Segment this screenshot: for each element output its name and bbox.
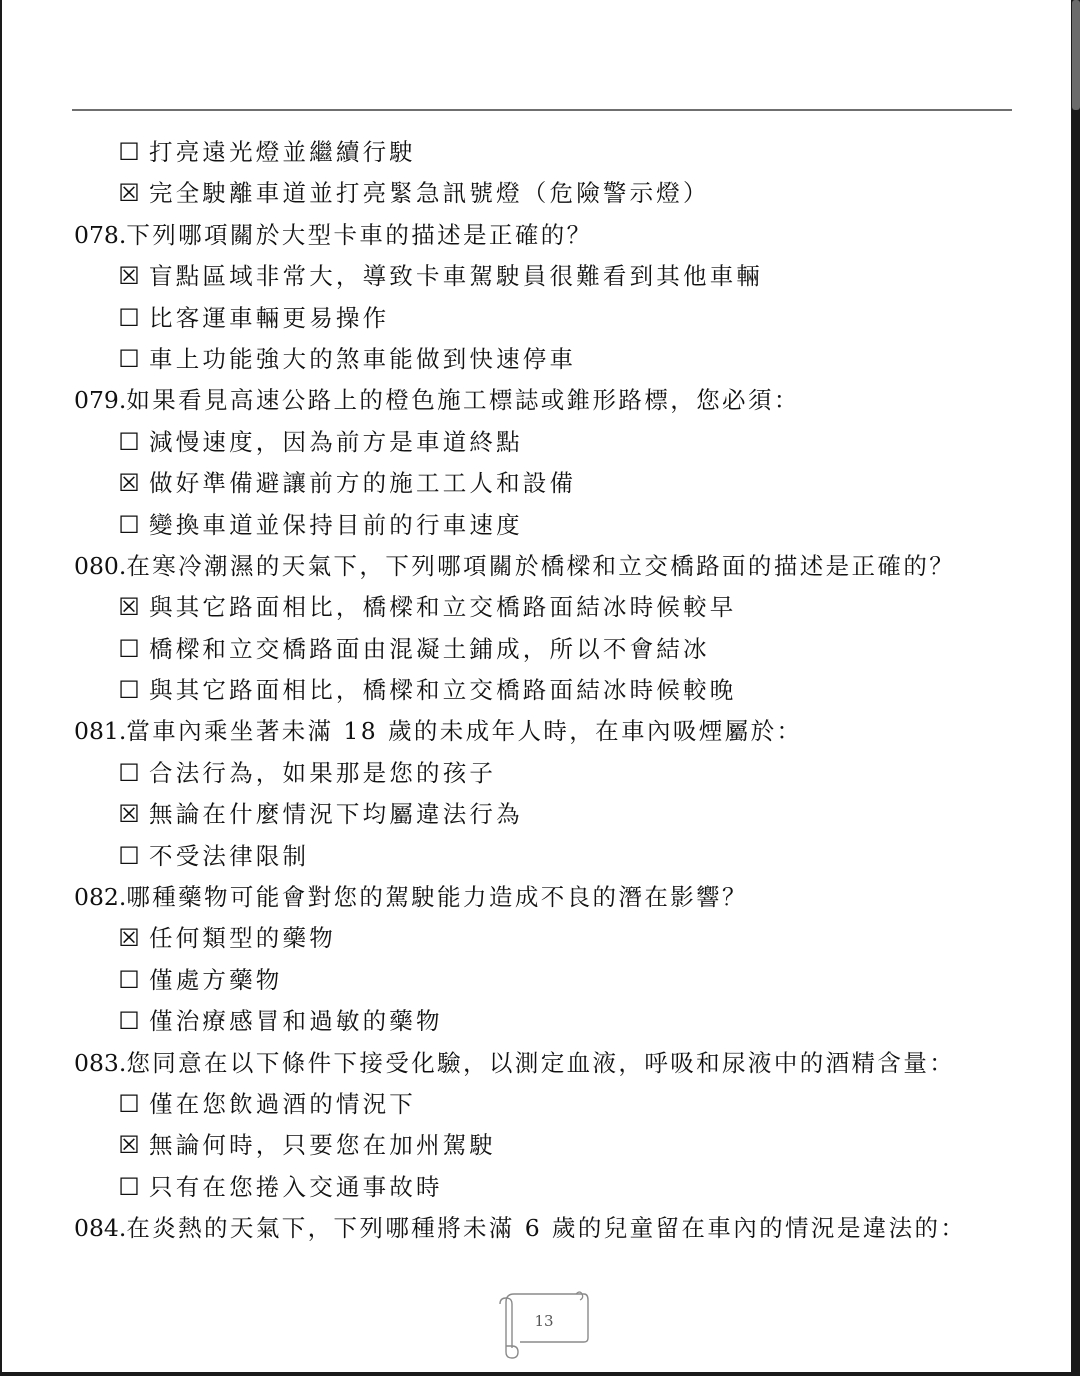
- unchecked-box-icon: ☐: [118, 427, 140, 456]
- answer-option: [2, 298, 1071, 339]
- answer-option: [2, 960, 1071, 1001]
- unchecked-box-icon: ☐: [118, 634, 140, 663]
- checked-box-icon: ☒: [118, 469, 140, 498]
- scrollbar-thumb[interactable]: [1072, 0, 1080, 110]
- answer-option: [2, 587, 1071, 628]
- option-text: 僅處方藥物: [149, 965, 283, 994]
- option-text: 僅治療感冒和過敏的藥物: [149, 1007, 443, 1036]
- option-text: 比客運車輛更易操作: [149, 303, 390, 332]
- unchecked-box-icon: ☐: [118, 344, 140, 373]
- option-text: 合法行為，如果那是您的孩子: [149, 758, 497, 787]
- page-number-scroll-ornament: [496, 1290, 592, 1362]
- question-number: 083.: [74, 1048, 127, 1077]
- option-text: 完全駛離車道並打亮緊急訊號燈（危險警示燈）: [149, 179, 710, 208]
- checked-box-icon: ☒: [118, 262, 140, 291]
- unchecked-box-icon: ☐: [118, 1007, 140, 1036]
- answer-option: [2, 256, 1071, 297]
- answer-option: [2, 670, 1071, 711]
- unchecked-box-icon: ☐: [118, 841, 140, 870]
- checked-box-icon: ☒: [118, 800, 140, 829]
- answer-option: [2, 1001, 1071, 1042]
- answer-option: [2, 1084, 1071, 1125]
- question-text: 哪種藥物可能會對您的駕駛能力造成不良的潛在影響？: [126, 883, 748, 912]
- option-text: 打亮遠光燈並繼續行駛: [149, 138, 416, 166]
- question-line: [2, 1208, 1071, 1249]
- unchecked-box-icon: ☐: [118, 1089, 140, 1118]
- option-text: 車上功能強大的煞車能做到快速停車: [149, 344, 577, 373]
- option-text: 變換車道並保持目前的行車速度: [149, 510, 523, 539]
- option-text: 與其它路面相比，橋樑和立交橋路面結冰時候較晚: [149, 676, 737, 705]
- question-number: 081.: [74, 717, 127, 746]
- answer-option: [2, 1125, 1071, 1166]
- answer-option: [2, 794, 1071, 835]
- checked-box-icon: ☒: [118, 179, 140, 208]
- question-line: [2, 1043, 1071, 1084]
- option-text: 只有在您捲入交通事故時: [149, 1172, 443, 1201]
- unchecked-box-icon: ☐: [118, 676, 140, 705]
- unchecked-box-icon: ☐: [118, 303, 140, 332]
- question-text: 下列哪項關於大型卡車的描述是正確的？: [126, 220, 593, 249]
- answer-option: [2, 918, 1071, 959]
- question-line: [2, 546, 1071, 587]
- question-line: [2, 215, 1071, 256]
- option-text: 與其它路面相比，橋樑和立交橋路面結冰時候較早: [149, 593, 737, 622]
- checked-box-icon: ☒: [118, 1131, 140, 1160]
- unchecked-box-icon: ☐: [118, 510, 140, 539]
- option-text: 盲點區域非常大，導致卡車駕駛員很難看到其他車輛: [149, 262, 764, 291]
- question-text: 在炎熱的天氣下，下列哪種將未滿 6 歲的兒童留在車內的情況是違法的：: [126, 1214, 967, 1243]
- answer-option: [2, 629, 1071, 670]
- option-text: 任何類型的藥物: [149, 924, 336, 953]
- answer-option: [2, 339, 1071, 380]
- question-list: [2, 132, 1071, 1250]
- answer-option: [2, 836, 1071, 877]
- option-text: 減慢速度，因為前方是車道終點: [149, 427, 523, 456]
- question-number: 082.: [74, 883, 127, 912]
- question-line: [2, 711, 1071, 752]
- question-line: [2, 877, 1071, 918]
- unchecked-box-icon: ☐: [118, 138, 140, 166]
- unchecked-box-icon: ☐: [118, 1172, 140, 1201]
- question-number: 078.: [74, 220, 127, 249]
- answer-option: [2, 132, 1071, 173]
- unchecked-box-icon: ☐: [118, 758, 140, 787]
- question-number: 080.: [74, 551, 127, 580]
- document-page: [2, 0, 1071, 1372]
- page-number: 13: [534, 1312, 554, 1330]
- answer-option: [2, 422, 1071, 463]
- answer-option: [2, 463, 1071, 504]
- option-text: 無論在什麼情況下均屬違法行為: [149, 800, 523, 829]
- answer-option: [2, 173, 1071, 214]
- answer-option: [2, 753, 1071, 794]
- question-text: 如果看見高速公路上的橙色施工標誌或錐形路標，您必須：: [126, 386, 800, 415]
- question-text: 當車內乘坐著未滿 18 歲的未成年人時，在車內吸煙屬於：: [126, 717, 803, 746]
- question-number: 079.: [74, 386, 127, 415]
- option-text: 不受法律限制: [149, 841, 310, 870]
- option-text: 橋樑和立交橋路面由混凝土鋪成，所以不會結冰: [149, 634, 710, 663]
- option-text: 做好準備避讓前方的施工工人和設備: [149, 469, 577, 498]
- question-line: [2, 380, 1071, 421]
- answer-option: [2, 1167, 1071, 1208]
- checked-box-icon: ☒: [118, 593, 140, 622]
- header-rule: [72, 109, 1012, 111]
- option-text: 無論何時，只要您在加州駕駛: [149, 1131, 497, 1160]
- unchecked-box-icon: ☐: [118, 965, 140, 994]
- checked-box-icon: ☒: [118, 924, 140, 953]
- answer-option: [2, 505, 1071, 546]
- question-text: 在寒冷潮濕的天氣下，下列哪項關於橋樑和立交橋路面的描述是正確的？: [126, 551, 956, 580]
- question-text: 您同意在以下條件下接受化驗，以測定血液，呼吸和尿液中的酒精含量：: [126, 1048, 956, 1077]
- question-number: 084.: [74, 1214, 127, 1243]
- option-text: 僅在您飲過酒的情況下: [149, 1089, 416, 1118]
